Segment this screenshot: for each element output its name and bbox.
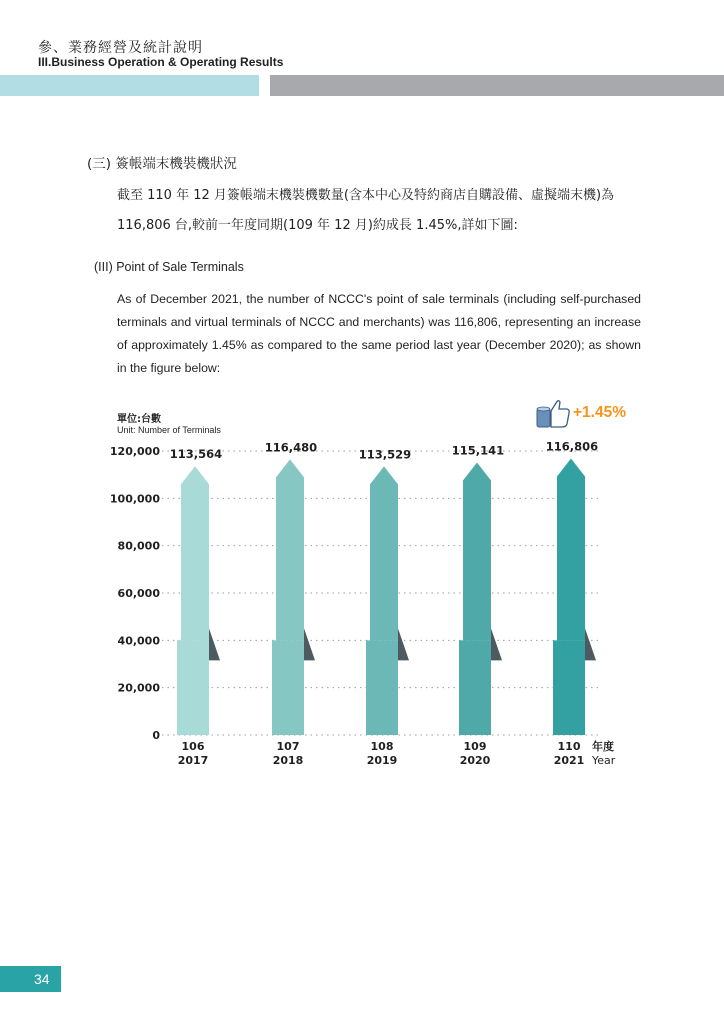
section-paragraph-zh: 截至 110 年 12 月簽帳端末機裝機數量(含本中心及特約商店自購設備、虛擬端末機)為116,806 台,較前一年度同期(109 年 12 月)約成長 1.45%,詳如下圖: — [117, 188, 615, 233]
page-number: 34 — [34, 971, 50, 987]
bar — [459, 640, 491, 735]
bar-value-label: 113,529 — [358, 447, 412, 462]
bar-value-label: 116,806 — [545, 439, 599, 454]
bar — [553, 640, 585, 735]
section-heading-zh: (三) 簽帳端末機裝機狀況 — [87, 156, 237, 172]
x-tick-label: 2021 — [553, 754, 585, 767]
x-axis-label-zh: 年度 — [592, 740, 614, 753]
y-tick-label: 120,000 — [109, 445, 160, 458]
section-paragraph-en: As of December 2021, the number of NCCC's point of sale terminals (including self-purchased terminals and virtual terminals of NCCC and merchants) was 116,806, representing an increase of approximately 1.45% as compared to the same period last year (December 2020); as shown in the figure below: — [117, 292, 641, 375]
bar — [366, 640, 398, 735]
x-tick-label-roc: 109 — [463, 740, 487, 753]
bar-value-label: 113,564 — [169, 447, 223, 462]
x-tick-label: 2018 — [272, 754, 304, 767]
bar-arrow — [276, 459, 304, 640]
y-tick-label: 0 — [152, 729, 160, 742]
x-tick-label-roc: 106 — [181, 740, 205, 753]
bar-fold-shadow — [585, 628, 596, 660]
bar-value-label: 115,141 — [451, 443, 505, 458]
bar-fold-shadow — [304, 628, 315, 660]
x-tick-label: 2020 — [459, 754, 491, 767]
x-tick-label-roc: 110 — [557, 740, 581, 753]
x-axis-label: Year — [592, 754, 616, 767]
bar-arrow — [463, 462, 491, 640]
x-tick-label: 2017 — [177, 754, 209, 767]
bar-fold-shadow — [398, 628, 409, 660]
growth-label: +1.45% — [573, 404, 627, 421]
bar — [272, 640, 304, 735]
y-tick-label: 100,000 — [109, 492, 160, 506]
chart-unit-en: Unit: Number of Terminals — [117, 425, 221, 435]
bar-fold-shadow — [209, 628, 220, 660]
y-tick-label: 20,000 — [117, 681, 160, 695]
header-title-zh: 參、業務經營及統計說明 — [38, 40, 203, 56]
bar-fold-shadow — [491, 628, 502, 660]
bar-arrow — [181, 466, 209, 640]
y-tick-label: 40,000 — [117, 634, 160, 648]
section-heading-en: (III) Point of Sale Terminals — [94, 260, 244, 274]
page-number-box — [0, 966, 61, 992]
bar — [177, 640, 209, 735]
bar-value-label: 116,480 — [264, 440, 318, 455]
x-tick-label: 2019 — [366, 754, 398, 767]
x-tick-label-roc: 108 — [370, 740, 394, 753]
y-tick-label: 80,000 — [117, 539, 160, 553]
y-tick-label: 60,000 — [117, 587, 160, 600]
chart-unit-zh: 單位:台數 — [117, 414, 161, 425]
header-title-en: III.Business Operation & Operating Results — [38, 55, 284, 69]
x-tick-label-roc: 107 — [276, 740, 300, 753]
bar-arrow — [557, 459, 585, 641]
bar-arrow — [370, 466, 398, 640]
